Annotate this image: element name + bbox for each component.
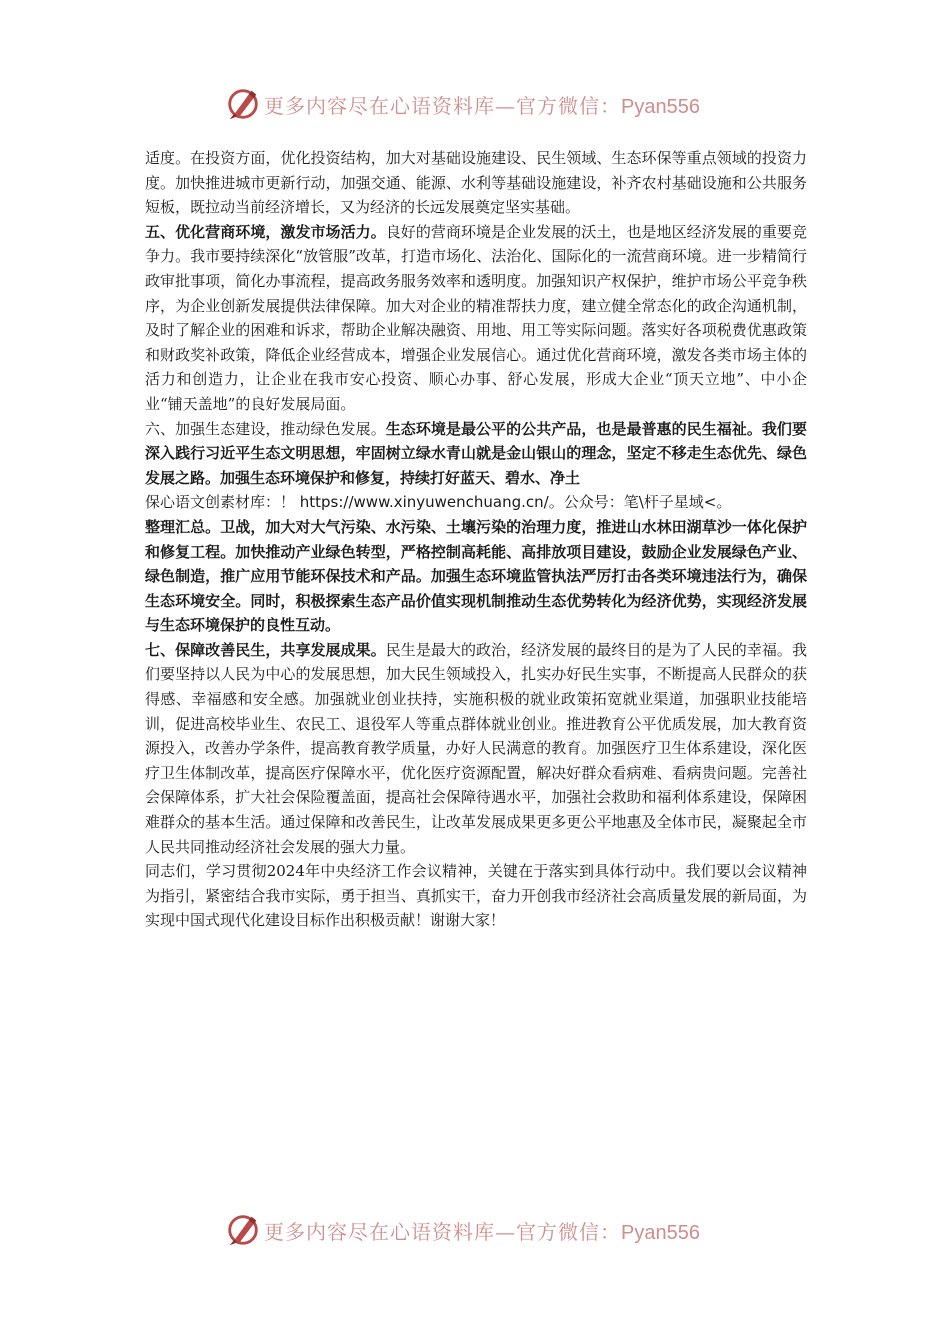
section-6-heading: 六、加强生态建设，推动绿色发展。 xyxy=(145,419,386,438)
footer-banner xyxy=(0,1208,950,1252)
banner-slogan: 更多内容尽在心语资料库—官方微信： xyxy=(264,1219,621,1244)
section-5 xyxy=(145,220,807,417)
banner-text xyxy=(264,1216,700,1245)
section-7-body: 民生是最大的政治，经济发展的最终目的是为了人民的幸福。我们要坚持以人民为中心的发展思想，加大民生领域投入，扎实办好民生实事，不断提高人民群众的获得感、幸福感和安全感。加强就业创业扶持，实施积极的就业政策拓宽就业渠道，加强职业技能培训，促进高校毕业生、农民工、退役军人等重点群体就业创业。推进教育公平优质发展，加大教育资源投入，改善办学条件，提高教育教学质量，办好人民满意的教育。加强医疗卫生体系建设，深化医疗卫生体制改革，提高医疗保障水平，优化医疗资源配置，解决好群众看病难、看病贵问题。完善社会保障体系，扩大社会保险覆盖面，提高社会保障待遇水平，加强社会救助和福利体系建设，保障困难群众的基本生活。通过保障和改善民生，让改革发展成果更多更公平地惠及全体市民，凝聚起全市人民共同推动经济社会发展的强大力量。 xyxy=(145,640,807,856)
watermark-line: 保心语文创素材库：！ https://www.xinyuwenchuang.cn/。公众号：笔\杆子星域<。 xyxy=(145,493,732,512)
section-5-body: 良好的营商环境是企业发展的沃土，也是地区经济发展的重要竞争力。我市要持续深化“放管服”改革，打造市场化、法治化、国际化的一流营商环境。进一步精简行政审批事项，简化办事流程，提高政务服务效率和透明度。加强知识产权保护，维护市场公平竞争秩序，为企业创新发展提供法律保障。加大对企业的精准帮扶力度，建立健全常态化的政企沟通机制，及时了解企业的困难和诉求，帮助企业解决融资、用地、用工等实际问题。落实好各项税费优惠政策和财政奖补政策，降低企业经营成本，增强企业发展信心。通过优化营商环境，激发各类市场主体的活力和创造力，让企业在我市安心投资、顺心办事、舒心发展，形成大企业“顶天立地”、中小企业“铺天盖地”的良好发展局面。 xyxy=(145,222,807,413)
section-6-body-a: 生态环境是最公平的公共产品，也是最普惠的民生福祉。我们要深入践行习近平生态文明思想，牢固树立绿水青山就是金山银山的理念，坚定不移走生态优先、绿色发展之路。加强生态环境保护和修复，持续打好蓝天、碧水、净土 xyxy=(145,419,807,487)
banner-wechat-id: Pyan556 xyxy=(621,95,700,118)
closing-paragraph: 同志们，学习贯彻2024年中央经济工作会议精神，关键在于落实到具体行动中。我们要以会议精神为指引，紧密结合我市实际，勇于担当、真抓实干，奋力开创我市经济社会高质量发展的新局面，为实现中国式现代化建设目标作出积极贡献！谢谢大家！ xyxy=(145,862,807,930)
document-body xyxy=(145,146,807,933)
section-6-body-b: 整理汇总。卫战，加大对大气污染、水污染、土壤污染的治理力度，推进山水林田湖草沙一体化保护和修复工程。加快推动产业绿色转型，严格控制高耗能、高排放项目建设，鼓励企业发展绿色产业、绿色制造，推广应用节能环保技术和产品。加强生态环境监管执法严厉打击各类环境违法行为，确保生态环境安全。同时，积极探索生态产品价值实现机制推动生态优势转化为经济优势，实现经济发展与生态环境保护的良性互动。 xyxy=(145,517,807,635)
section-7 xyxy=(145,638,807,859)
paragraph-investment: 适度。在投资方面，优化投资结构，加大对基础设施建设、民生领域、生态环保等重点领域的投资力度。加快推进城市更新行动，加强交通、能源、水利等基础设施建设，补齐农村基础设施和公共服务短板，既拉动当前经济增长，又为经济的长远发展奠定坚实基础。 xyxy=(145,149,807,217)
pen-logo-icon xyxy=(224,85,262,123)
banner-text xyxy=(264,90,700,119)
section-7-heading: 七、保障改善民生，共享发展成果。 xyxy=(145,640,386,659)
header-banner xyxy=(0,82,950,126)
banner-wechat-id: Pyan556 xyxy=(621,1221,700,1244)
section-5-heading: 五、优化营商环境，激发市场活力。 xyxy=(145,222,386,241)
pen-logo-icon xyxy=(224,1211,262,1249)
banner-slogan: 更多内容尽在心语资料库—官方微信： xyxy=(264,93,621,118)
section-6 xyxy=(145,417,807,638)
